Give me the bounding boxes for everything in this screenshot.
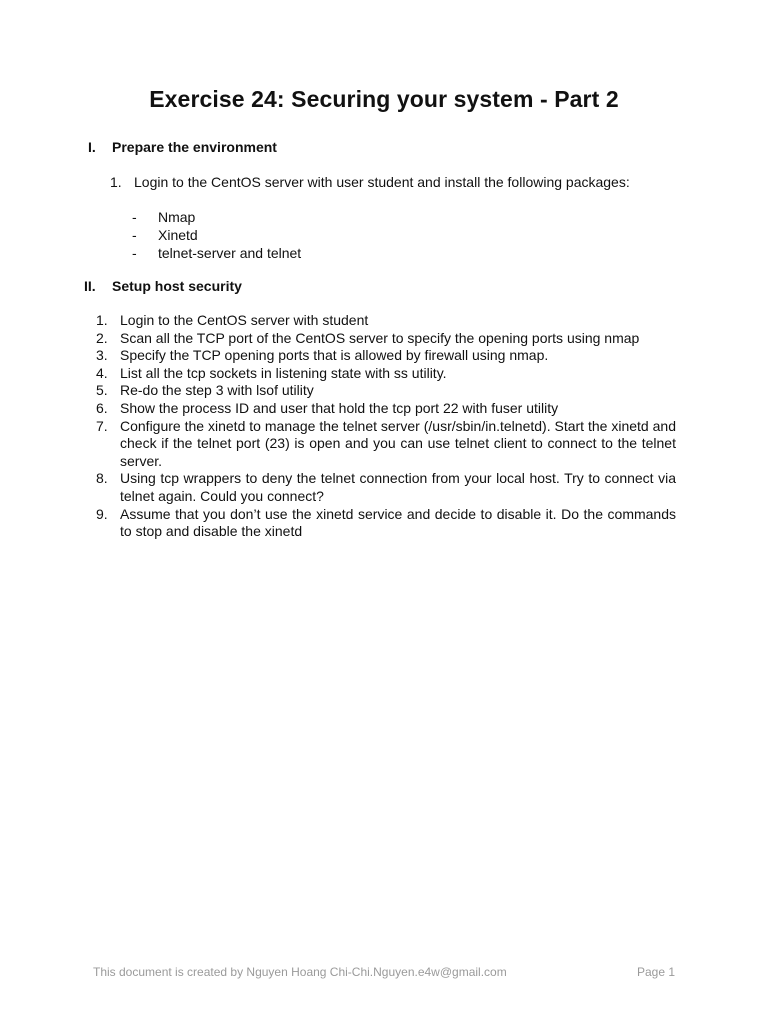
- list-item-text: Show the process ID and user that hold the tcp port 22 with fuser utility: [120, 399, 559, 416]
- list-item-number: 8.: [96, 470, 108, 487]
- list-item-number: 9.: [96, 505, 108, 522]
- package-name: telnet-server and telnet: [158, 245, 302, 261]
- list-item-number: 6.: [96, 399, 108, 416]
- list-item-number: 2.: [96, 329, 108, 346]
- page-title: Exercise 24: Securing your system - Part 2: [149, 86, 619, 112]
- list-item: [96, 418, 676, 471]
- list-item: [96, 365, 676, 383]
- list-item-number: 5.: [96, 382, 108, 399]
- list-item-text: Login to the CentOS server with student: [120, 312, 369, 328]
- list-item-number: 1.: [110, 174, 122, 190]
- page-number: Page 1: [637, 965, 676, 979]
- bullet-dash: -: [132, 245, 137, 261]
- section-number: I.: [88, 139, 96, 155]
- list-item-number: 3.: [96, 347, 108, 364]
- list-item-text: Specify the TCP opening ports that is allowed by firewall using nmap.: [120, 347, 549, 364]
- list-item: [96, 312, 676, 330]
- list-item-text: Scan all the TCP port of the CentOS server to specify the opening ports using nmap: [120, 329, 640, 346]
- list-item: [132, 208, 301, 226]
- bullet-dash: -: [132, 209, 137, 225]
- list-item-number: 4.: [96, 364, 108, 381]
- section-number: II.: [84, 278, 96, 294]
- list-item: [96, 347, 676, 365]
- list-item: [96, 330, 676, 348]
- list-item-text: Re-do the step 3 with lsof utility: [120, 382, 314, 399]
- list-item-number: 7.: [96, 417, 108, 434]
- section-heading-prepare: [88, 139, 277, 155]
- section-heading-setup: [84, 278, 242, 294]
- list-item: [96, 470, 676, 505]
- package-name: Xinetd: [158, 227, 198, 243]
- bullet-dash: -: [132, 227, 137, 243]
- list-item-text: Assume that you don’t use the xinetd service and decide to disable it. Do the commands to stop and disable the xinetd: [120, 505, 676, 540]
- list-item-text: Configure the xinetd to manage the telnet server (/usr/sbin/in.telnetd). Start the xinetd and check if the telnet port (23) is open and you can use telnet client to connect to the telnet server.: [120, 417, 676, 469]
- steps-list: [96, 312, 676, 541]
- prepare-item: [110, 174, 630, 190]
- section-title: Setup host security: [112, 278, 242, 294]
- footer-credit: This document is created by Nguyen Hoang Chi-Chi.Nguyen.e4w@gmail.com: [93, 965, 507, 979]
- list-item: [132, 226, 301, 244]
- list-item: [132, 244, 301, 262]
- section-title: Prepare the environment: [112, 139, 277, 155]
- list-item: [96, 506, 676, 541]
- list-item: [96, 400, 676, 418]
- list-item-text: List all the tcp sockets in listening state with ss utility.: [120, 364, 447, 381]
- list-item-text: Login to the CentOS server with user student and install the following packages:: [134, 174, 630, 190]
- package-list: [132, 208, 301, 262]
- list-item-text: Using tcp wrappers to deny the telnet connection from your local host. Try to connect via telnet again. Could you connect?: [120, 470, 676, 504]
- list-item: [96, 382, 676, 400]
- package-name: Nmap: [158, 209, 196, 225]
- list-item-number: 1.: [96, 312, 108, 328]
